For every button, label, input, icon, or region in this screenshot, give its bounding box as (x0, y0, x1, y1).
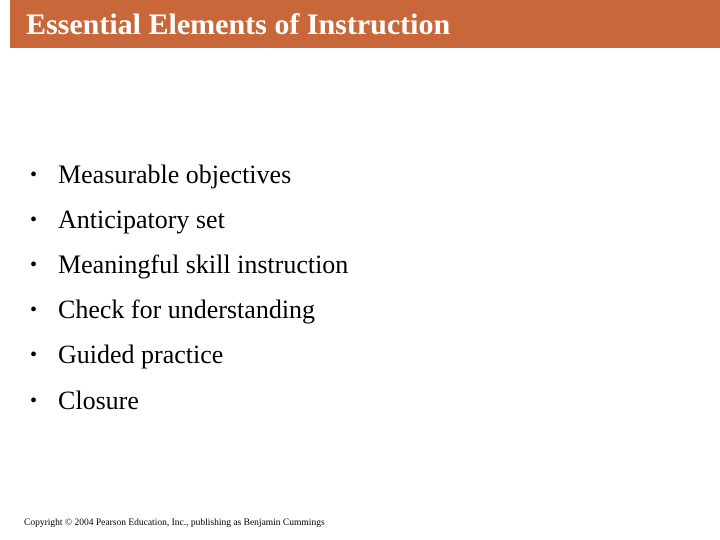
bullet-text: Anticipatory set (58, 204, 225, 234)
bullet-icon: • (30, 208, 38, 231)
bullet-text: Meaningful skill instruction (58, 249, 349, 279)
bullet-text: Check for understanding (58, 295, 316, 325)
copyright-notice: Copyright © 2004 Pearson Education, Inc., publishing as Benjamin Cummings (24, 518, 325, 528)
bullet-icon: • (30, 344, 38, 367)
bullet-icon: • (30, 253, 38, 276)
title-bar (10, 0, 720, 48)
bullet-text: Measurable objectives (58, 159, 292, 189)
list-item (30, 378, 348, 423)
bullet-text: Closure (58, 385, 139, 415)
list-item (30, 288, 348, 333)
bullet-icon: • (30, 163, 38, 186)
bullet-list (30, 152, 348, 423)
list-item (30, 197, 348, 242)
slide-title: Essential Elements of Instruction (26, 8, 451, 41)
bullet-icon: • (30, 389, 38, 412)
list-item (30, 152, 348, 197)
bullet-text: Guided practice (58, 340, 224, 370)
list-item (30, 242, 348, 287)
list-item (30, 333, 348, 378)
bullet-icon: • (30, 299, 38, 322)
